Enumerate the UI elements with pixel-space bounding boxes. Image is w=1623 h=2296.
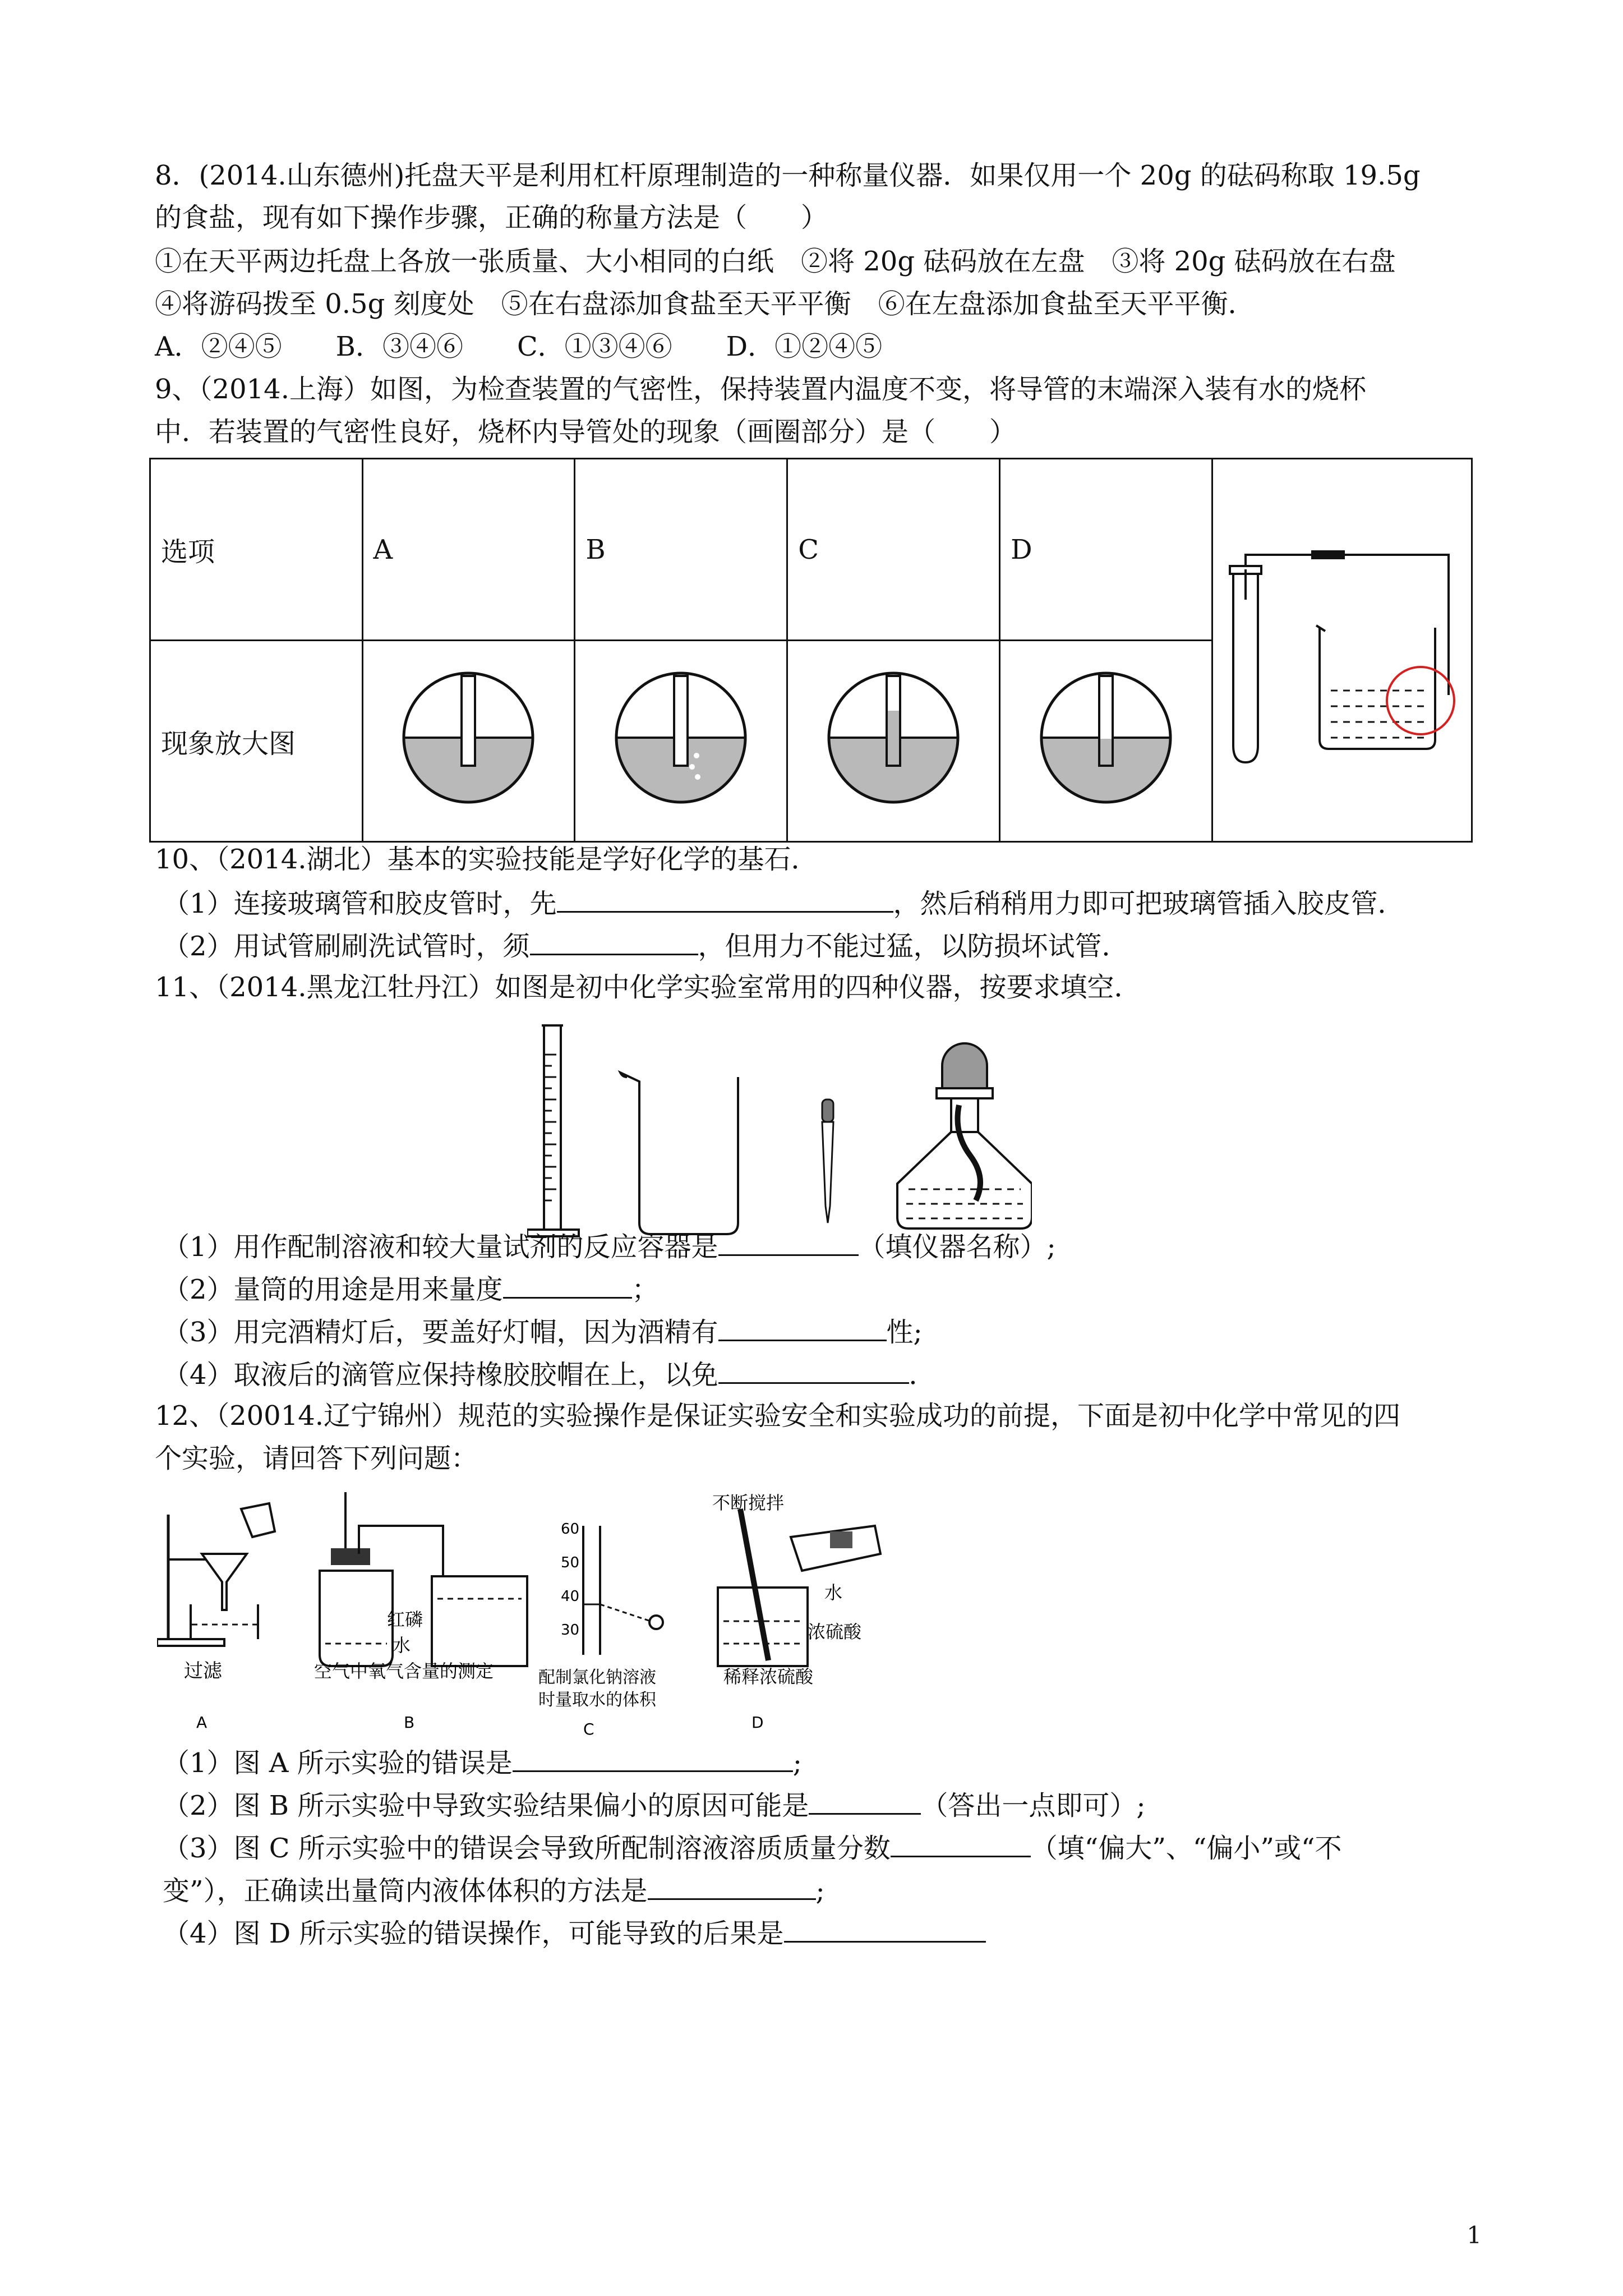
q12-blank3[interactable] bbox=[891, 1830, 1031, 1857]
oxygen-measurement-setup-icon bbox=[320, 1492, 527, 1666]
fig-d-label-stir: 不断搅拌 bbox=[712, 1492, 785, 1513]
q9-options-table bbox=[149, 458, 1473, 843]
q10-blank1[interactable] bbox=[557, 885, 893, 913]
q11-instruments-figure bbox=[527, 1021, 1032, 1245]
q10-part2: （2）用试管刷刷洗试管时，须 ，但用力不能过猛，以防损坏试管． bbox=[163, 928, 1129, 963]
q11-blank1[interactable] bbox=[718, 1228, 859, 1256]
diluting-acid-setup-icon bbox=[718, 1509, 880, 1666]
q8-line4: ④将游码拨至 0.5g 刻度处 ⑤在右盘添加食盐至天平平衡 ⑥在左盘添加食盐至天平平衡． bbox=[155, 288, 1255, 320]
q11-part2: （2）量筒的用途是用来量度 ； bbox=[163, 1271, 659, 1306]
q12-experiments-figure bbox=[157, 1492, 920, 1750]
q12-part4: （4）图 D 所示实验的错误操作，可能导致的后果是 bbox=[163, 1915, 986, 1950]
alcohol-lamp-icon bbox=[897, 1043, 1032, 1228]
fig-d-label-acid: 浓硫酸 bbox=[808, 1621, 862, 1642]
q12-blank4[interactable] bbox=[648, 1872, 816, 1900]
q11-line1: 11、（2014.黑龙江牡丹江）如图是初中化学实验室常用的四种仪器，按要求填空． bbox=[155, 972, 1141, 1003]
fig-d-letter: D bbox=[751, 1713, 764, 1732]
q8-line3: ①在天平两边托盘上各放一张质量、大小相同的白纸 ②将 20g 砝码放在左盘 ③将 20g 砝码放在右盘 bbox=[155, 246, 1396, 277]
fig-b-label-water: 水 bbox=[393, 1635, 411, 1656]
fig-d-caption: 稀释浓硫酸 bbox=[723, 1666, 814, 1687]
q11-part3: （3）用完酒精灯后，要盖好灯帽，因为酒精有 性; bbox=[163, 1314, 923, 1349]
filtration-setup-icon bbox=[157, 1503, 275, 1646]
q11-part4: （4）取液后的滴管应保持橡胶胶帽在上，以免 ． bbox=[163, 1356, 936, 1392]
option-b-figure bbox=[575, 641, 787, 842]
fig-d-label-water: 水 bbox=[824, 1582, 843, 1603]
q12-part3: （3）图 C 所示实验中的错误会导致所配制溶液溶质质量分数 （填“偏大”、“偏小”或“不 bbox=[163, 1830, 1342, 1865]
apparatus-cell bbox=[1212, 459, 1472, 842]
row-label-zoom: 现象放大图 bbox=[150, 641, 363, 842]
q8-options: A．②④⑤ B．③④⑥ C．①③④⑥ D．①②④⑤ bbox=[155, 331, 883, 362]
fig-c-caption-2: 时量取水的体积 bbox=[538, 1690, 656, 1710]
q12-blank2[interactable] bbox=[809, 1787, 921, 1815]
q8-line2: 的食盐，现有如下操作步骤，正确的称量方法是（ ） bbox=[155, 202, 828, 233]
q12-blank1[interactable] bbox=[513, 1745, 793, 1772]
airtightness-apparatus-diagram bbox=[1213, 459, 1471, 834]
measuring-cylinder-reading-icon bbox=[583, 1526, 663, 1655]
q12-blank5[interactable] bbox=[784, 1915, 986, 1943]
q11-part1: （1）用作配制溶液和较大量试剂的反应容器是 （填仪器名称）; bbox=[163, 1228, 1056, 1264]
q10-part1: （1）连接玻璃管和胶皮管时，先 ，然后稍稍用力即可把玻璃管插入胶皮管． bbox=[163, 885, 1405, 921]
fig-a-letter: A bbox=[196, 1713, 208, 1732]
q11-blank3[interactable] bbox=[718, 1314, 887, 1341]
graduated-cylinder-icon bbox=[527, 1025, 579, 1236]
q8-line1: 8．(2014.山东德州)托盘天平是利用杠杆原理制造的一种称量仪器．如果仅用一个 20g 的砝码称取 19.5g bbox=[155, 160, 1421, 191]
beaker-icon bbox=[620, 1073, 738, 1234]
option-a-label: A bbox=[362, 459, 575, 641]
option-b-label: B bbox=[575, 459, 787, 641]
row-label-options: 选项 bbox=[150, 459, 363, 641]
fig-c-tick-60: 60 bbox=[561, 1521, 580, 1538]
q12-line2: 个实验，请回答下列问题： bbox=[155, 1443, 478, 1474]
q10-blank2[interactable] bbox=[530, 928, 698, 955]
option-c-label: C bbox=[787, 459, 1000, 641]
q10-line1: 10、（2014.湖北）基本的实验技能是学好化学的基石． bbox=[155, 844, 818, 875]
q12-part2: （2）图 B 所示实验中导致实验结果偏小的原因可能是 （答出一点即可）; bbox=[163, 1787, 1146, 1823]
q12-part3-cont: 变”），正确读出量筒内液体体积的方法是 ; bbox=[163, 1872, 825, 1908]
fig-c-letter: C bbox=[583, 1720, 594, 1738]
option-d-label: D bbox=[1000, 459, 1212, 641]
q12-line1: 12、（20014.辽宁锦州）规范的实验操作是保证实验安全和实验成功的前提，下面是初中化学中常见的四 bbox=[155, 1400, 1401, 1432]
option-c-figure bbox=[787, 641, 1000, 842]
fig-b-caption: 空气中氧气含量的测定 bbox=[314, 1660, 494, 1682]
page-number: 1 bbox=[1467, 2221, 1482, 2249]
q12-part1: （1）图 A 所示实验的错误是 ; bbox=[163, 1745, 802, 1780]
q9-line2: 中．若装置的气密性良好，烧杯内导管处的现象（画圈部分）是（ ） bbox=[155, 416, 1017, 448]
fig-c-caption-1: 配制氯化钠溶液 bbox=[538, 1668, 656, 1687]
dropper-icon bbox=[822, 1099, 833, 1223]
q11-blank2[interactable] bbox=[503, 1271, 632, 1299]
fig-b-letter: B bbox=[404, 1713, 415, 1732]
option-d-figure bbox=[1000, 641, 1212, 842]
option-a-figure bbox=[362, 641, 575, 842]
fig-b-label-red-phosphorus: 红磷 bbox=[387, 1609, 423, 1630]
fig-c-tick-40: 40 bbox=[561, 1588, 580, 1605]
q9-line1: 9、（2014.上海）如图，为检查装置的气密性，保持装置内温度不变，将导管的末端深入装有水的烧杯 bbox=[155, 374, 1366, 405]
fig-c-tick-30: 30 bbox=[561, 1622, 580, 1639]
fig-c-tick-50: 50 bbox=[561, 1554, 580, 1571]
fig-a-caption: 过滤 bbox=[184, 1660, 222, 1682]
q11-blank4[interactable] bbox=[718, 1356, 909, 1384]
